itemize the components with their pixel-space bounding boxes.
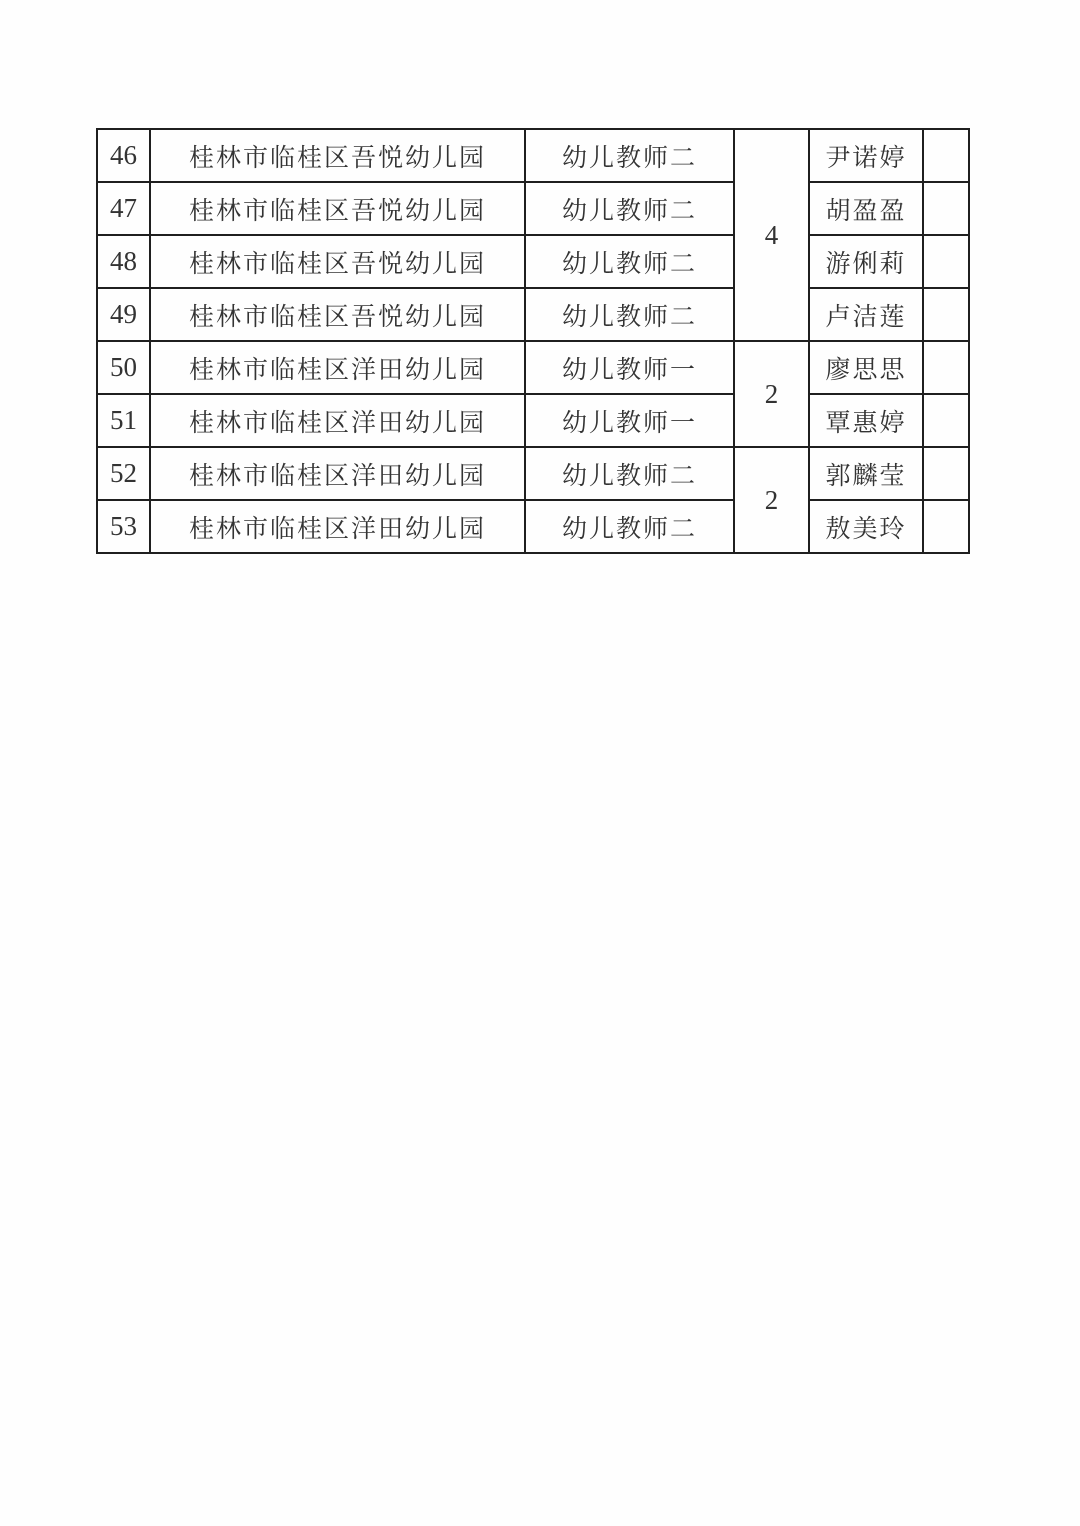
row-index-cell: 48 <box>97 235 150 288</box>
school-cell: 桂林市临桂区洋田幼儿园 <box>150 447 525 500</box>
row-index-cell: 53 <box>97 500 150 553</box>
school-cell: 桂林市临桂区洋田幼儿园 <box>150 500 525 553</box>
position-cell: 幼儿教师一 <box>525 394 734 447</box>
name-cell: 郭麟莹 <box>809 447 923 500</box>
name-cell: 游俐莉 <box>809 235 923 288</box>
merged-count-cell: 2 <box>734 447 809 553</box>
remark-cell <box>923 500 969 553</box>
row-index-cell: 47 <box>97 182 150 235</box>
remark-cell <box>923 394 969 447</box>
school-cell: 桂林市临桂区吾悦幼儿园 <box>150 129 525 182</box>
row-index-cell: 52 <box>97 447 150 500</box>
name-cell: 覃惠婷 <box>809 394 923 447</box>
position-cell: 幼儿教师二 <box>525 447 734 500</box>
merged-count-cell: 4 <box>734 129 809 341</box>
position-cell: 幼儿教师二 <box>525 182 734 235</box>
position-cell: 幼儿教师一 <box>525 341 734 394</box>
row-index-cell: 50 <box>97 341 150 394</box>
school-cell: 桂林市临桂区吾悦幼儿园 <box>150 182 525 235</box>
position-cell: 幼儿教师二 <box>525 235 734 288</box>
school-cell: 桂林市临桂区吾悦幼儿园 <box>150 288 525 341</box>
remark-cell <box>923 341 969 394</box>
name-cell: 廖思思 <box>809 341 923 394</box>
remark-cell <box>923 447 969 500</box>
table-row <box>97 288 969 341</box>
remark-cell <box>923 288 969 341</box>
table-row <box>97 341 969 394</box>
name-cell: 卢洁莲 <box>809 288 923 341</box>
name-cell: 尹诺婷 <box>809 129 923 182</box>
table-row <box>97 182 969 235</box>
remark-cell <box>923 129 969 182</box>
school-cell: 桂林市临桂区洋田幼儿园 <box>150 341 525 394</box>
teacher-roster-table <box>96 128 970 554</box>
table-row <box>97 447 969 500</box>
name-cell: 胡盈盈 <box>809 182 923 235</box>
merged-count-cell: 2 <box>734 341 809 447</box>
remark-cell <box>923 182 969 235</box>
remark-cell <box>923 235 969 288</box>
school-cell: 桂林市临桂区吾悦幼儿园 <box>150 235 525 288</box>
position-cell: 幼儿教师二 <box>525 500 734 553</box>
table-row <box>97 129 969 182</box>
school-cell: 桂林市临桂区洋田幼儿园 <box>150 394 525 447</box>
name-cell: 敖美玲 <box>809 500 923 553</box>
row-index-cell: 46 <box>97 129 150 182</box>
table-row <box>97 235 969 288</box>
table-row <box>97 500 969 553</box>
position-cell: 幼儿教师二 <box>525 288 734 341</box>
position-cell: 幼儿教师二 <box>525 129 734 182</box>
table-row <box>97 394 969 447</box>
row-index-cell: 51 <box>97 394 150 447</box>
row-index-cell: 49 <box>97 288 150 341</box>
